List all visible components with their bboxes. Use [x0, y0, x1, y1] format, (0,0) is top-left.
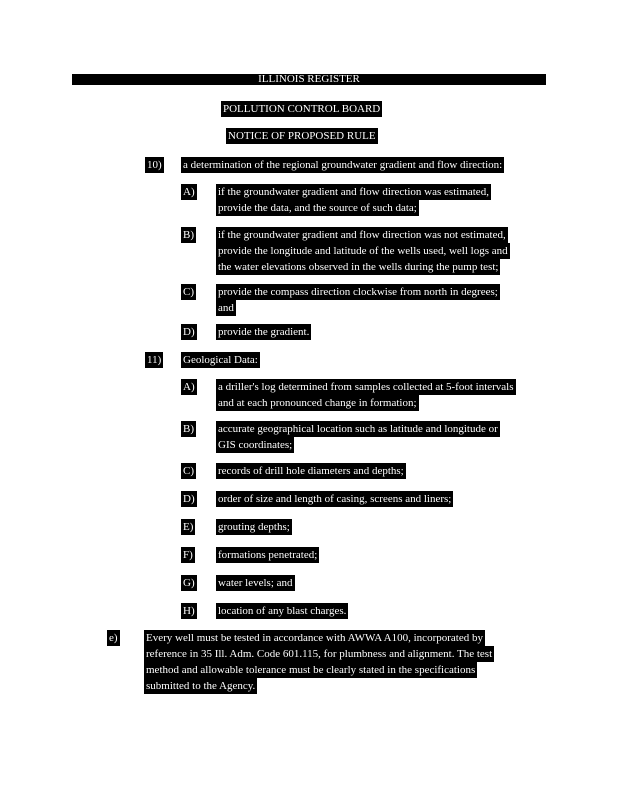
item-11g-number: G): [183, 577, 195, 589]
text-line: GIS coordinates;: [218, 439, 293, 451]
item-11b-text: [216, 421, 500, 453]
item-e-text: [144, 630, 494, 694]
item-11-number: 11): [147, 354, 162, 366]
text-line: and: [218, 302, 234, 314]
text-line: grouting depths;: [218, 521, 290, 533]
item-11a-text: [216, 379, 516, 411]
item-11f-number: F): [183, 549, 193, 561]
text-line: provide the gradient.: [218, 326, 310, 338]
item-11h-text: [216, 603, 348, 619]
text-line: water levels; and: [218, 577, 293, 589]
text-line: location of any blast charges.: [218, 605, 347, 617]
text-line: accurate geographical location such as latitude and longitude or: [218, 423, 498, 435]
text-line: provide the compass direction clockwise from north in degrees;: [218, 286, 498, 298]
text-line: the water elevations observed in the wells during the pump test;: [218, 261, 499, 273]
item-10a-number: A): [183, 186, 195, 198]
text-line: if the groundwater gradient and flow direction was not estimated,: [218, 229, 506, 241]
text-line: reference in 35 Ill. Adm. Code 601.115, for plumbness and alignment. The test: [146, 648, 493, 660]
item-10d-number: D): [183, 326, 195, 338]
text-line: Every well must be tested in accordance with AWWA A100, incorporated by: [146, 632, 483, 644]
item-11c-text: [216, 463, 406, 479]
item-10b-text: [216, 227, 510, 275]
item-11a-number: A): [183, 381, 195, 393]
text-line: method and allowable tolerance must be clearly stated in the specifications: [146, 664, 476, 676]
item-10d-text: [216, 324, 311, 340]
text-line: if the groundwater gradient and flow direction was estimated,: [218, 186, 489, 198]
board-title: POLLUTION CONTROL BOARD: [223, 103, 381, 115]
item-11h-number: H): [183, 605, 195, 617]
item-10-number: 10): [147, 159, 162, 171]
item-11d-text: [216, 491, 453, 507]
item-e-number: e): [109, 632, 118, 644]
register-title: ILLINOIS REGISTER: [258, 73, 360, 85]
item-10c-number: C): [183, 286, 194, 298]
text-line: and at each pronounced change in formation;: [218, 397, 417, 409]
item-11c-number: C): [183, 465, 194, 477]
item-10c-text: [216, 284, 500, 316]
text-line: order of size and length of casing, screens and liners;: [218, 493, 452, 505]
text-line: submitted to the Agency.: [146, 680, 256, 692]
text-line: provide the data, and the source of such data;: [218, 202, 417, 214]
text-line: provide the longitude and latitude of the wells used, well logs and: [218, 245, 508, 257]
text-line: formations penetrated;: [218, 549, 318, 561]
item-10b-number: B): [183, 229, 194, 241]
item-10a-text: [216, 184, 491, 216]
item-11d-number: D): [183, 493, 195, 505]
text-line: records of drill hole diameters and depths;: [218, 465, 404, 477]
item-11e-text: [216, 519, 292, 535]
item-11g-text: [216, 575, 295, 591]
item-11e-number: E): [183, 521, 194, 533]
item-10-text: a determination of the regional groundwater gradient and flow direction:: [183, 159, 503, 171]
text-line: a driller's log determined from samples collected at 5-foot intervals: [218, 381, 514, 393]
item-11b-number: B): [183, 423, 194, 435]
notice-title: NOTICE OF PROPOSED RULE: [228, 130, 376, 142]
item-11f-text: [216, 547, 319, 563]
item-11-text: Geological Data:: [183, 354, 258, 366]
